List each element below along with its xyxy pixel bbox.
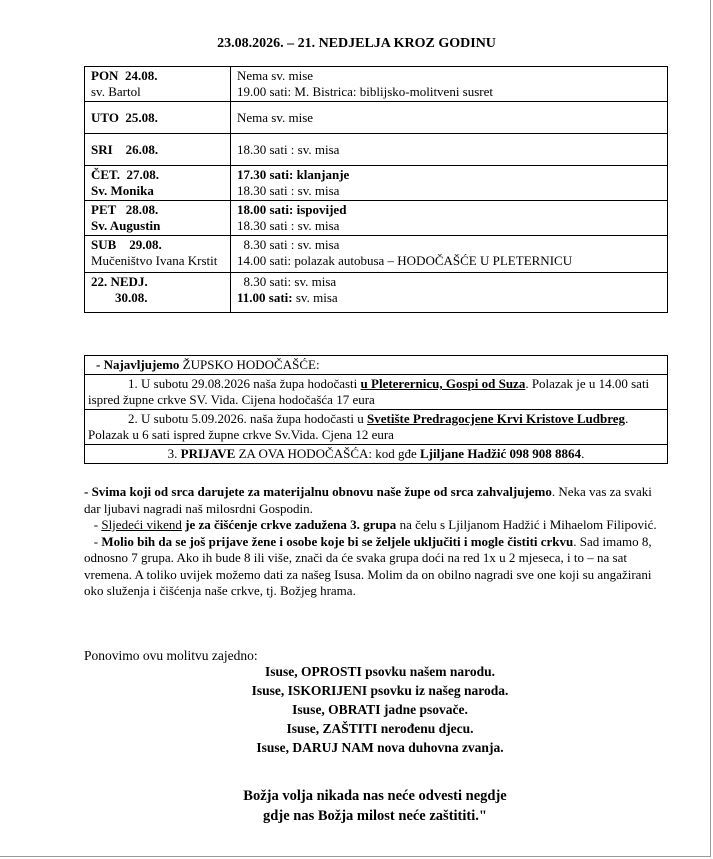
- prayer-line: Isuse, OBRATI jadne psovače.: [292, 702, 468, 717]
- schedule-day-cell: [85, 236, 231, 273]
- closing-line-1: Božja volja nikada nas neće odvesti negdje: [243, 788, 507, 804]
- schedule-events-cell: [231, 201, 668, 236]
- notice-cleaning-text: na čelu s Ljiljanom Hadžić i Mihaelom Filipović.: [396, 517, 657, 532]
- prayer-line: Isuse, DARUJ NAM nova duhovna zvanja.: [256, 740, 504, 755]
- notice-donations-text: . Neka vas za svaki dar ljubavi nagradi naš milosrdni Gospodin.: [84, 484, 652, 516]
- pilgrimage-item-1-destination: u Pleterernicu, Gospi od Suza: [360, 376, 526, 391]
- schedule-event-time: 11.00 sati:: [237, 290, 293, 305]
- schedule-row: [85, 236, 668, 273]
- pilgrimage-item-3-contact: Ljiljane Hadžić 098 908 8864: [420, 446, 582, 461]
- schedule-day-cell: [85, 67, 231, 102]
- closing-line-2: gdje nas Božja milost neće zaštititi.": [263, 808, 487, 824]
- schedule-row: [85, 201, 668, 236]
- pilgrimage-item-2-destination: Svetište Predragocjene Krvi Kristove Ludbreg: [367, 411, 626, 426]
- schedule-row: [85, 273, 668, 313]
- pilgrimage-header-prefix: - Najavljujemo: [96, 357, 183, 372]
- parish-notices: [84, 484, 668, 600]
- schedule-events-cell: [231, 273, 668, 313]
- prayer-line: Isuse, OPROSTI psovku našem narodu.: [264, 664, 496, 679]
- notice-volunteers-text: . Sad imamo 8, odnosno 7 grupa. Ako ih bude 8 ili više, znači da će svaka grupa doći na red 1x u 2 mjeseca, i to – na sat vremena. A toliko uvijek možemo dati za našeg Isusa. Molim da on obilno nagradi sve one koji su angažirani oko služenja i čišćenja naše crkve, tj. Božjeg hrama.: [84, 533, 652, 598]
- schedule-events-cell: [231, 236, 668, 273]
- pilgrimage-item-3-label: PRIJAVE: [180, 446, 236, 461]
- notice-donations: [84, 484, 668, 517]
- pilgrimage-item-3-text: ZA OVA HODOČAŠĆA: kod gđe: [235, 446, 421, 461]
- schedule-event: 8.30 sati : sv. misa: [237, 237, 340, 252]
- pilgrimage-header-suffix: :: [315, 357, 320, 372]
- pilgrimage-header-main: ŽUPSKO HODOČAŠĆE: [182, 357, 316, 372]
- prayer-lines: [0, 662, 713, 757]
- schedule-saint: Sv. Monika: [91, 183, 154, 198]
- prayer-line: Isuse, ZAŠTITI nerođenu djecu.: [286, 721, 474, 736]
- pilgrimage-table: [84, 355, 668, 464]
- pilgrimage-item-2-text: 2. U subotu 5.09.2026. naša župa hodočasti u: [128, 411, 368, 426]
- pilgrimage-header: [85, 356, 668, 375]
- schedule-day-cell: [85, 102, 231, 134]
- pilgrimage-item-3: [85, 445, 668, 464]
- schedule-event: 19.00 sati: M. Bistrica: biblijsko-molitveni susret: [237, 84, 494, 99]
- notice-cleaning-prefix: -: [84, 517, 102, 532]
- pilgrimage-item-1-text: 1. U subotu 29.08.2026 naša župa hodočasti: [128, 376, 361, 391]
- schedule-event: Nema sv. mise: [237, 109, 314, 125]
- schedule-events-cell: [231, 67, 668, 102]
- schedule-row: [85, 102, 668, 134]
- closing-quote: [0, 786, 713, 826]
- pilgrimage-item-1-details: . Polazak je u 14.00 sati ispred župne crkve SV. Vida. Cijena hodočašća 17 eura: [88, 376, 650, 407]
- schedule-saint: 30.08.: [115, 290, 148, 305]
- schedule-day: UTO 25.08.: [91, 109, 158, 125]
- mass-schedule-table: [84, 66, 668, 313]
- schedule-event-rest: sv. misa: [292, 290, 338, 305]
- pilgrimage-item-3-number: 3.: [167, 446, 181, 461]
- schedule-event: 18.30 sati : sv. misa: [237, 183, 340, 198]
- notice-volunteers-prefix: -: [84, 533, 102, 549]
- schedule-events-cell: [231, 102, 668, 134]
- schedule-events-cell: [231, 166, 668, 201]
- schedule-row: [85, 166, 668, 201]
- pilgrimage-item-2: [85, 410, 668, 445]
- prayer-line: Isuse, ISKORIJENI psovku iz našeg naroda.: [251, 683, 509, 698]
- schedule-day: 22. NEDJ.: [91, 274, 148, 289]
- schedule-events-cell: [231, 134, 668, 166]
- schedule-day-cell: [85, 166, 231, 201]
- schedule-event: [237, 290, 661, 306]
- schedule-day: PET 28.08.: [91, 202, 159, 217]
- page-title: 23.08.2026. – 21. NEDJELJA KROZ GODINU: [217, 36, 496, 51]
- schedule-day: PON 24.08.: [91, 68, 158, 83]
- schedule-event: 18.00 sati: ispovijed: [237, 202, 347, 217]
- schedule-day: ČET. 27.08.: [91, 167, 160, 182]
- pilgrimage-item-2-details: . Polazak u 6 sati ispred župne crkve Sv.Vida. Cjena 12 eura: [88, 411, 629, 442]
- schedule-event: 17.30 sati: klanjanje: [237, 167, 350, 182]
- schedule-event: 18.30 sati : sv. misa: [237, 141, 340, 157]
- notice-cleaning-bold: je za čišćenje crkve zadužena 3. grupa: [181, 517, 397, 532]
- schedule-row: [85, 134, 668, 166]
- schedule-row: [85, 67, 668, 102]
- notice-cleaning: [84, 517, 668, 534]
- schedule-event: 8.30 sati: sv. misa: [237, 274, 337, 289]
- notice-volunteers: [84, 534, 668, 600]
- schedule-day: SUB 29.08.: [91, 237, 162, 252]
- notice-cleaning-link: Sljedeći vikend: [101, 517, 182, 532]
- schedule-day-cell: [85, 273, 231, 313]
- schedule-day: SRI 26.08.: [91, 141, 159, 157]
- schedule-day-cell: [85, 201, 231, 236]
- prayer-intro: Ponovimo ovu molitvu zajedno:: [84, 648, 258, 663]
- schedule-saint: Mučeništvo Ivana Krstit: [91, 253, 218, 268]
- schedule-event: Nema sv. mise: [237, 68, 314, 83]
- pilgrimage-item-1: [85, 375, 668, 410]
- pilgrimage-item-3-end: .: [581, 446, 585, 461]
- schedule-event: 18.30 sati : sv. misa: [237, 218, 340, 233]
- schedule-saint: sv. Bartol: [91, 84, 141, 99]
- schedule-saint: Sv. Augustin: [91, 218, 161, 233]
- notice-donations-bold: - Svima koji od srca darujete za materijalnu obnovu naše župe od srca zahvaljujemo: [84, 484, 552, 499]
- notice-volunteers-bold: Molio bih da se još prijave žene i osobe koje bi se željele uključiti i mogle čistiti crkvu: [101, 533, 574, 549]
- schedule-event: 14.00 sati: polazak autobusa – HODOČAŠĆE U PLETERNICU: [237, 253, 573, 268]
- schedule-day-cell: [85, 134, 231, 166]
